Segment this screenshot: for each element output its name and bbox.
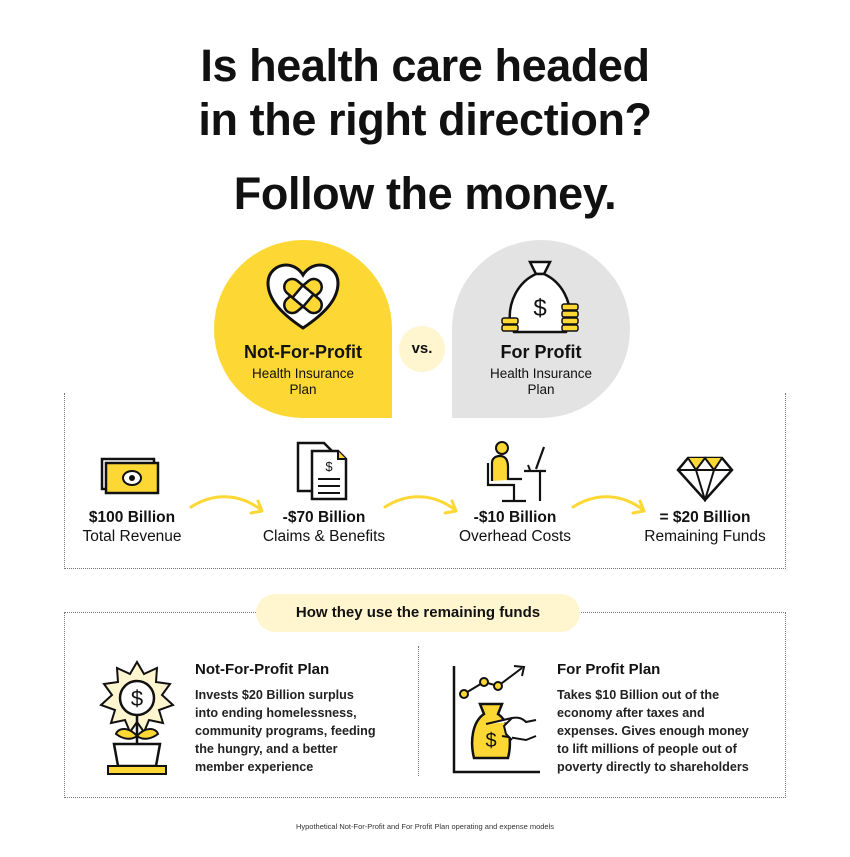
nfp-plan-text-line: into ending homelessness, [195,706,357,720]
headline-line-1: Is health care headed [200,40,650,91]
vs-badge: vs. [399,326,445,372]
divider [418,646,419,776]
svg-text:$: $ [130,686,144,711]
heart-bandage-icon [265,262,341,332]
for-profit-title: For Profit [500,342,582,362]
step-label: Total Revenue [82,528,182,545]
for-profit-plan-card [452,240,630,418]
not-for-profit-plan-card [214,240,392,418]
for-profit-subtitle-2: Plan [527,382,555,397]
fp-plan-text-line: to lift millions of people out of [557,742,737,756]
for-profit-subtitle-1: Health Insurance [489,366,593,381]
nfp-plan-text-line: member experience [195,760,314,774]
not-for-profit-title: Not-For-Profit [244,342,362,362]
diamond-icon [676,456,734,502]
svg-text:$: $ [485,730,497,752]
fp-plan-text-line: economy after taxes and [557,706,705,720]
documents-icon [294,441,354,501]
svg-text:$: $ [533,295,547,322]
fp-plan-text-line: poverty directly to shareholders [557,760,749,774]
svg-text:$: $ [325,459,333,474]
step-label: Remaining Funds [644,528,766,545]
cash-icon [100,457,162,497]
fp-plan-text-line: expenses. Gives enough money [557,724,749,738]
fp-plan-title: For Profit Plan [557,661,661,678]
not-for-profit-subtitle-1: Health Insurance [251,366,355,381]
nfp-plan-text-line: Invests $20 Billion surplus [195,688,354,702]
step-value: -$70 Billion [282,509,366,526]
headline-follow-the-money: Follow the money. [233,168,617,219]
nfp-plan-text-line: community programs, feeding [195,724,376,738]
fp-plan-text-line: Takes $10 Billion out of the [557,688,720,702]
step-value: -$10 Billion [473,509,557,526]
nfp-plan-title: Not-For-Profit Plan [195,661,330,678]
headline-line-2: in the right direction? [198,94,652,145]
money-chart-icon [446,662,542,778]
uses-heading: How they use the remaining funds [256,594,580,632]
not-for-profit-subtitle-2: Plan [289,382,317,397]
footnote: Hypothetical Not-For-Profit and For Profit Plan operating and expense models [295,822,555,831]
money-bag-icon [500,258,580,338]
growing-money-plant-icon [94,660,180,776]
nfp-plan-text-line: the hungry, and a better [195,742,338,756]
step-value: = $20 Billion [659,509,751,526]
step-label: Claims & Benefits [262,528,386,545]
step-label: Overhead Costs [459,528,571,545]
step-value: $100 Billion [88,509,176,526]
office-worker-icon [484,441,548,503]
